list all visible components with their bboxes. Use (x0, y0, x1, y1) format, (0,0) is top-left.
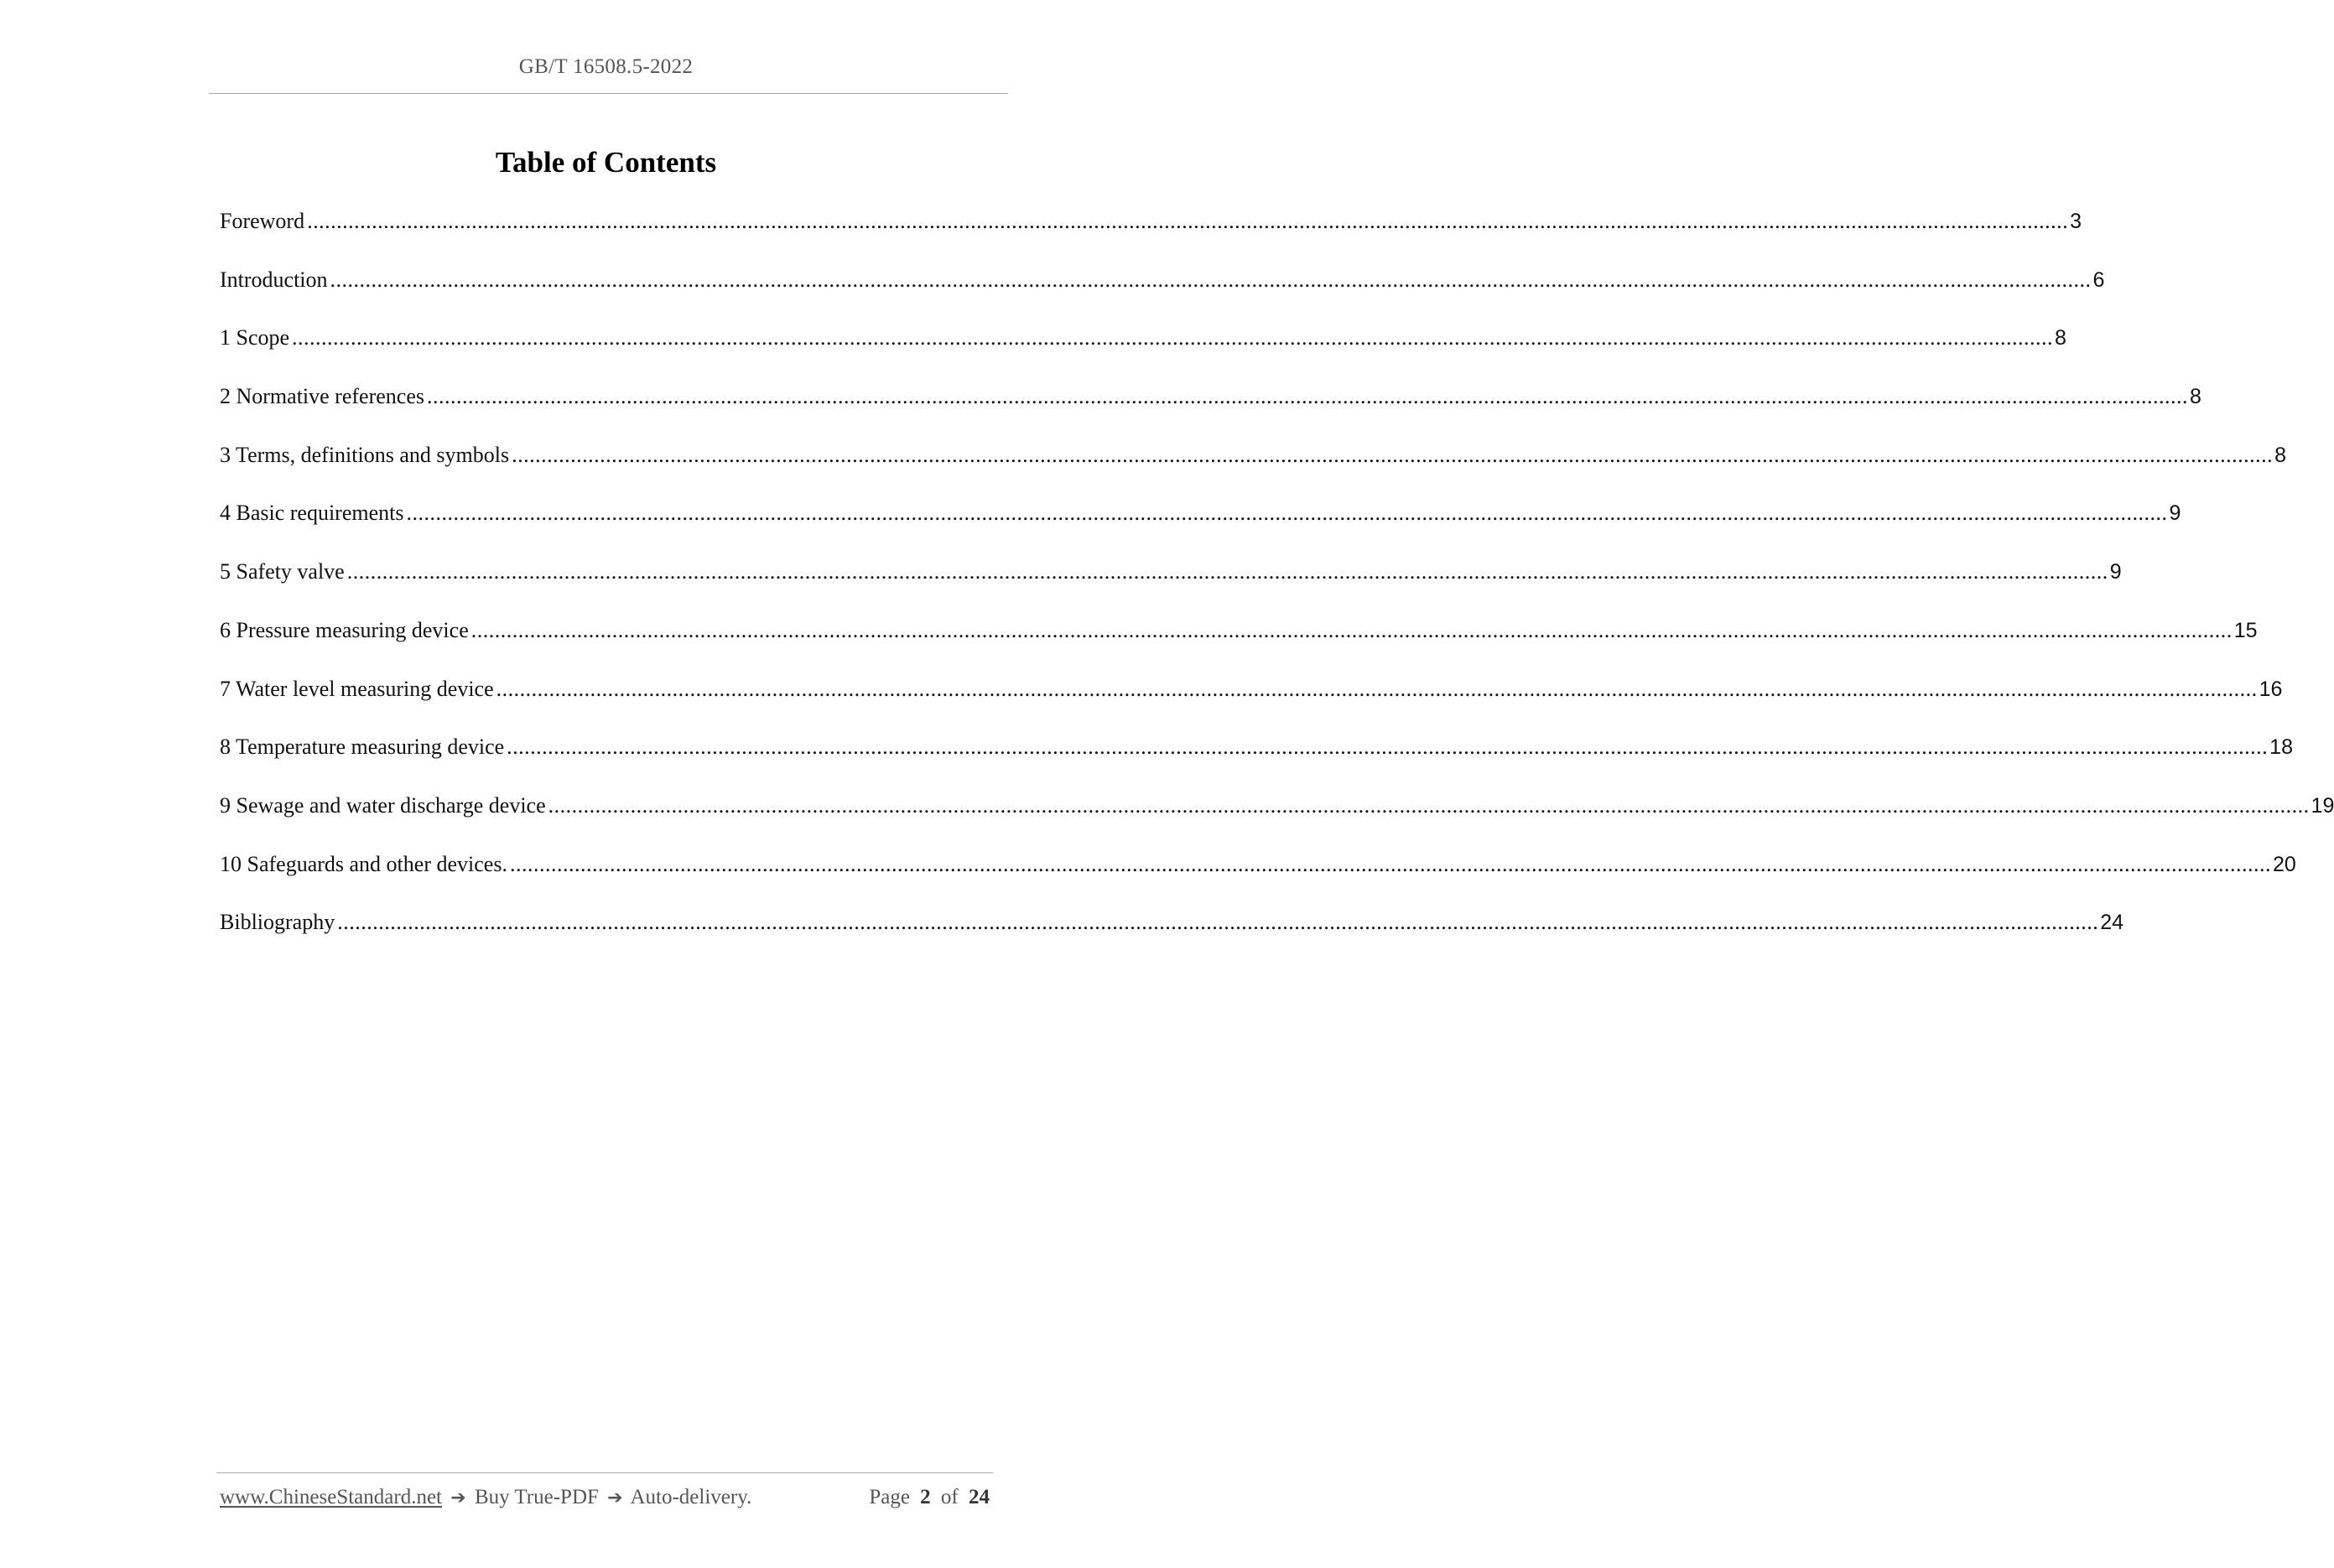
toc-dot-leader: ............................................................................................................................................................................................................................................................................................................ (307, 209, 2069, 233)
toc-entry-page: 8 (2274, 443, 2286, 467)
of-word: of (940, 1486, 959, 1508)
toc-dot-leader: ............................................................................................................................................................................................................................................................................................................ (496, 676, 2258, 701)
page-counter (869, 1486, 990, 1509)
toc-list (220, 207, 2334, 967)
toc-entry-page: 9 (2109, 560, 2122, 584)
right-arrow-icon: ➔ (450, 1488, 466, 1508)
toc-entry-label: Introduction (220, 267, 328, 292)
toc-dot-leader: ............................................................................................................................................................................................................................................................................................................ (426, 384, 2188, 409)
toc-dot-leader: ............................................................................................................................................................................................................................................................................................................ (512, 442, 2274, 467)
toc-entry-page: 19 (2311, 793, 2334, 818)
toc-dot-leader: ............................................................................................................................................................................................................................................................................................................ (406, 501, 2168, 526)
toc-entry[interactable] (220, 908, 2124, 967)
toc-entry-page: 15 (2233, 618, 2258, 642)
toc-entry[interactable] (220, 324, 2066, 382)
toc-entry[interactable] (220, 850, 2296, 909)
toc-dot-leader: ............................................................................................................................................................................................................................................................................................................ (470, 617, 2233, 642)
toc-entry-page: 8 (2189, 385, 2201, 409)
toc-entry-label: 4 Basic requirements (220, 501, 404, 526)
page-word: Page (869, 1486, 910, 1508)
toc-entry-label: 2 Normative references (220, 384, 424, 409)
footer-divider (216, 1472, 993, 1473)
toc-entry-label: Bibliography (220, 910, 335, 935)
toc-entry-page: 20 (2272, 852, 2296, 876)
toc-entry-page: 24 (2100, 911, 2124, 935)
toc-entry-label: 3 Terms, definitions and symbols (220, 442, 510, 467)
toc-entry-page: 18 (2269, 735, 2293, 760)
toc-entry[interactable] (220, 207, 2082, 266)
page-footer (220, 1486, 990, 1509)
toc-dot-leader: ............................................................................................................................................................................................................................................................................................................ (507, 735, 2269, 760)
toc-dot-leader: ............................................................................................................................................................................................................................................................................................................ (337, 910, 2099, 935)
toc-entry-label: 6 Pressure measuring device (220, 617, 469, 642)
toc-title: Table of Contents (495, 146, 717, 179)
toc-entry[interactable] (220, 499, 2181, 558)
toc-entry-page: 9 (2169, 501, 2181, 526)
toc-entry-page: 6 (2092, 267, 2105, 292)
toc-entry-label: 5 Safety valve (220, 559, 345, 584)
toc-dot-leader: ............................................................................................................................................................................................................................................................................................................ (509, 851, 2271, 876)
toc-entry[interactable] (220, 675, 2283, 734)
header-divider (209, 93, 1008, 94)
toc-dot-leader: ............................................................................................................................................................................................................................................................................................................ (346, 559, 2108, 584)
toc-dot-leader: ............................................................................................................................................................................................................................................................................................................ (330, 267, 2092, 292)
toc-entry-label: 10 Safeguards and other devices. (220, 851, 507, 876)
toc-entry[interactable] (220, 558, 2122, 616)
toc-entry-label: 1 Scope (220, 325, 290, 350)
footer-step-delivery: Auto-delivery. (630, 1486, 752, 1508)
toc-entry-page: 8 (2055, 326, 2066, 350)
toc-dot-leader: ............................................................................................................................................................................................................................................................................................................ (292, 325, 2054, 350)
toc-entry-page: 16 (2259, 677, 2283, 701)
toc-entry[interactable] (220, 266, 2105, 325)
footer-step-buy: Buy True-PDF (474, 1486, 599, 1508)
toc-entry-label: 7 Water level measuring device (220, 676, 494, 701)
site-link[interactable]: www.ChineseStandard.net (220, 1486, 442, 1508)
footer-promo (220, 1486, 751, 1509)
toc-entry[interactable] (220, 441, 2286, 500)
toc-entry[interactable] (220, 733, 2293, 792)
toc-entry[interactable] (220, 382, 2201, 441)
toc-entry[interactable] (220, 616, 2258, 675)
right-arrow-icon: ➔ (607, 1488, 623, 1508)
toc-dot-leader: ............................................................................................................................................................................................................................................................................................................ (548, 792, 2310, 818)
current-page-number: 2 (920, 1486, 931, 1508)
toc-entry-label: Foreword (220, 209, 305, 233)
total-pages-number: 24 (969, 1486, 990, 1508)
toc-entry-label: 8 Temperature measuring device (220, 735, 505, 760)
toc-entry-page: 3 (2070, 210, 2082, 233)
document-header: GB/T 16508.5-2022 (518, 55, 694, 78)
toc-entry-label: 9 Sewage and water discharge device (220, 792, 546, 818)
toc-entry[interactable] (220, 792, 2334, 850)
